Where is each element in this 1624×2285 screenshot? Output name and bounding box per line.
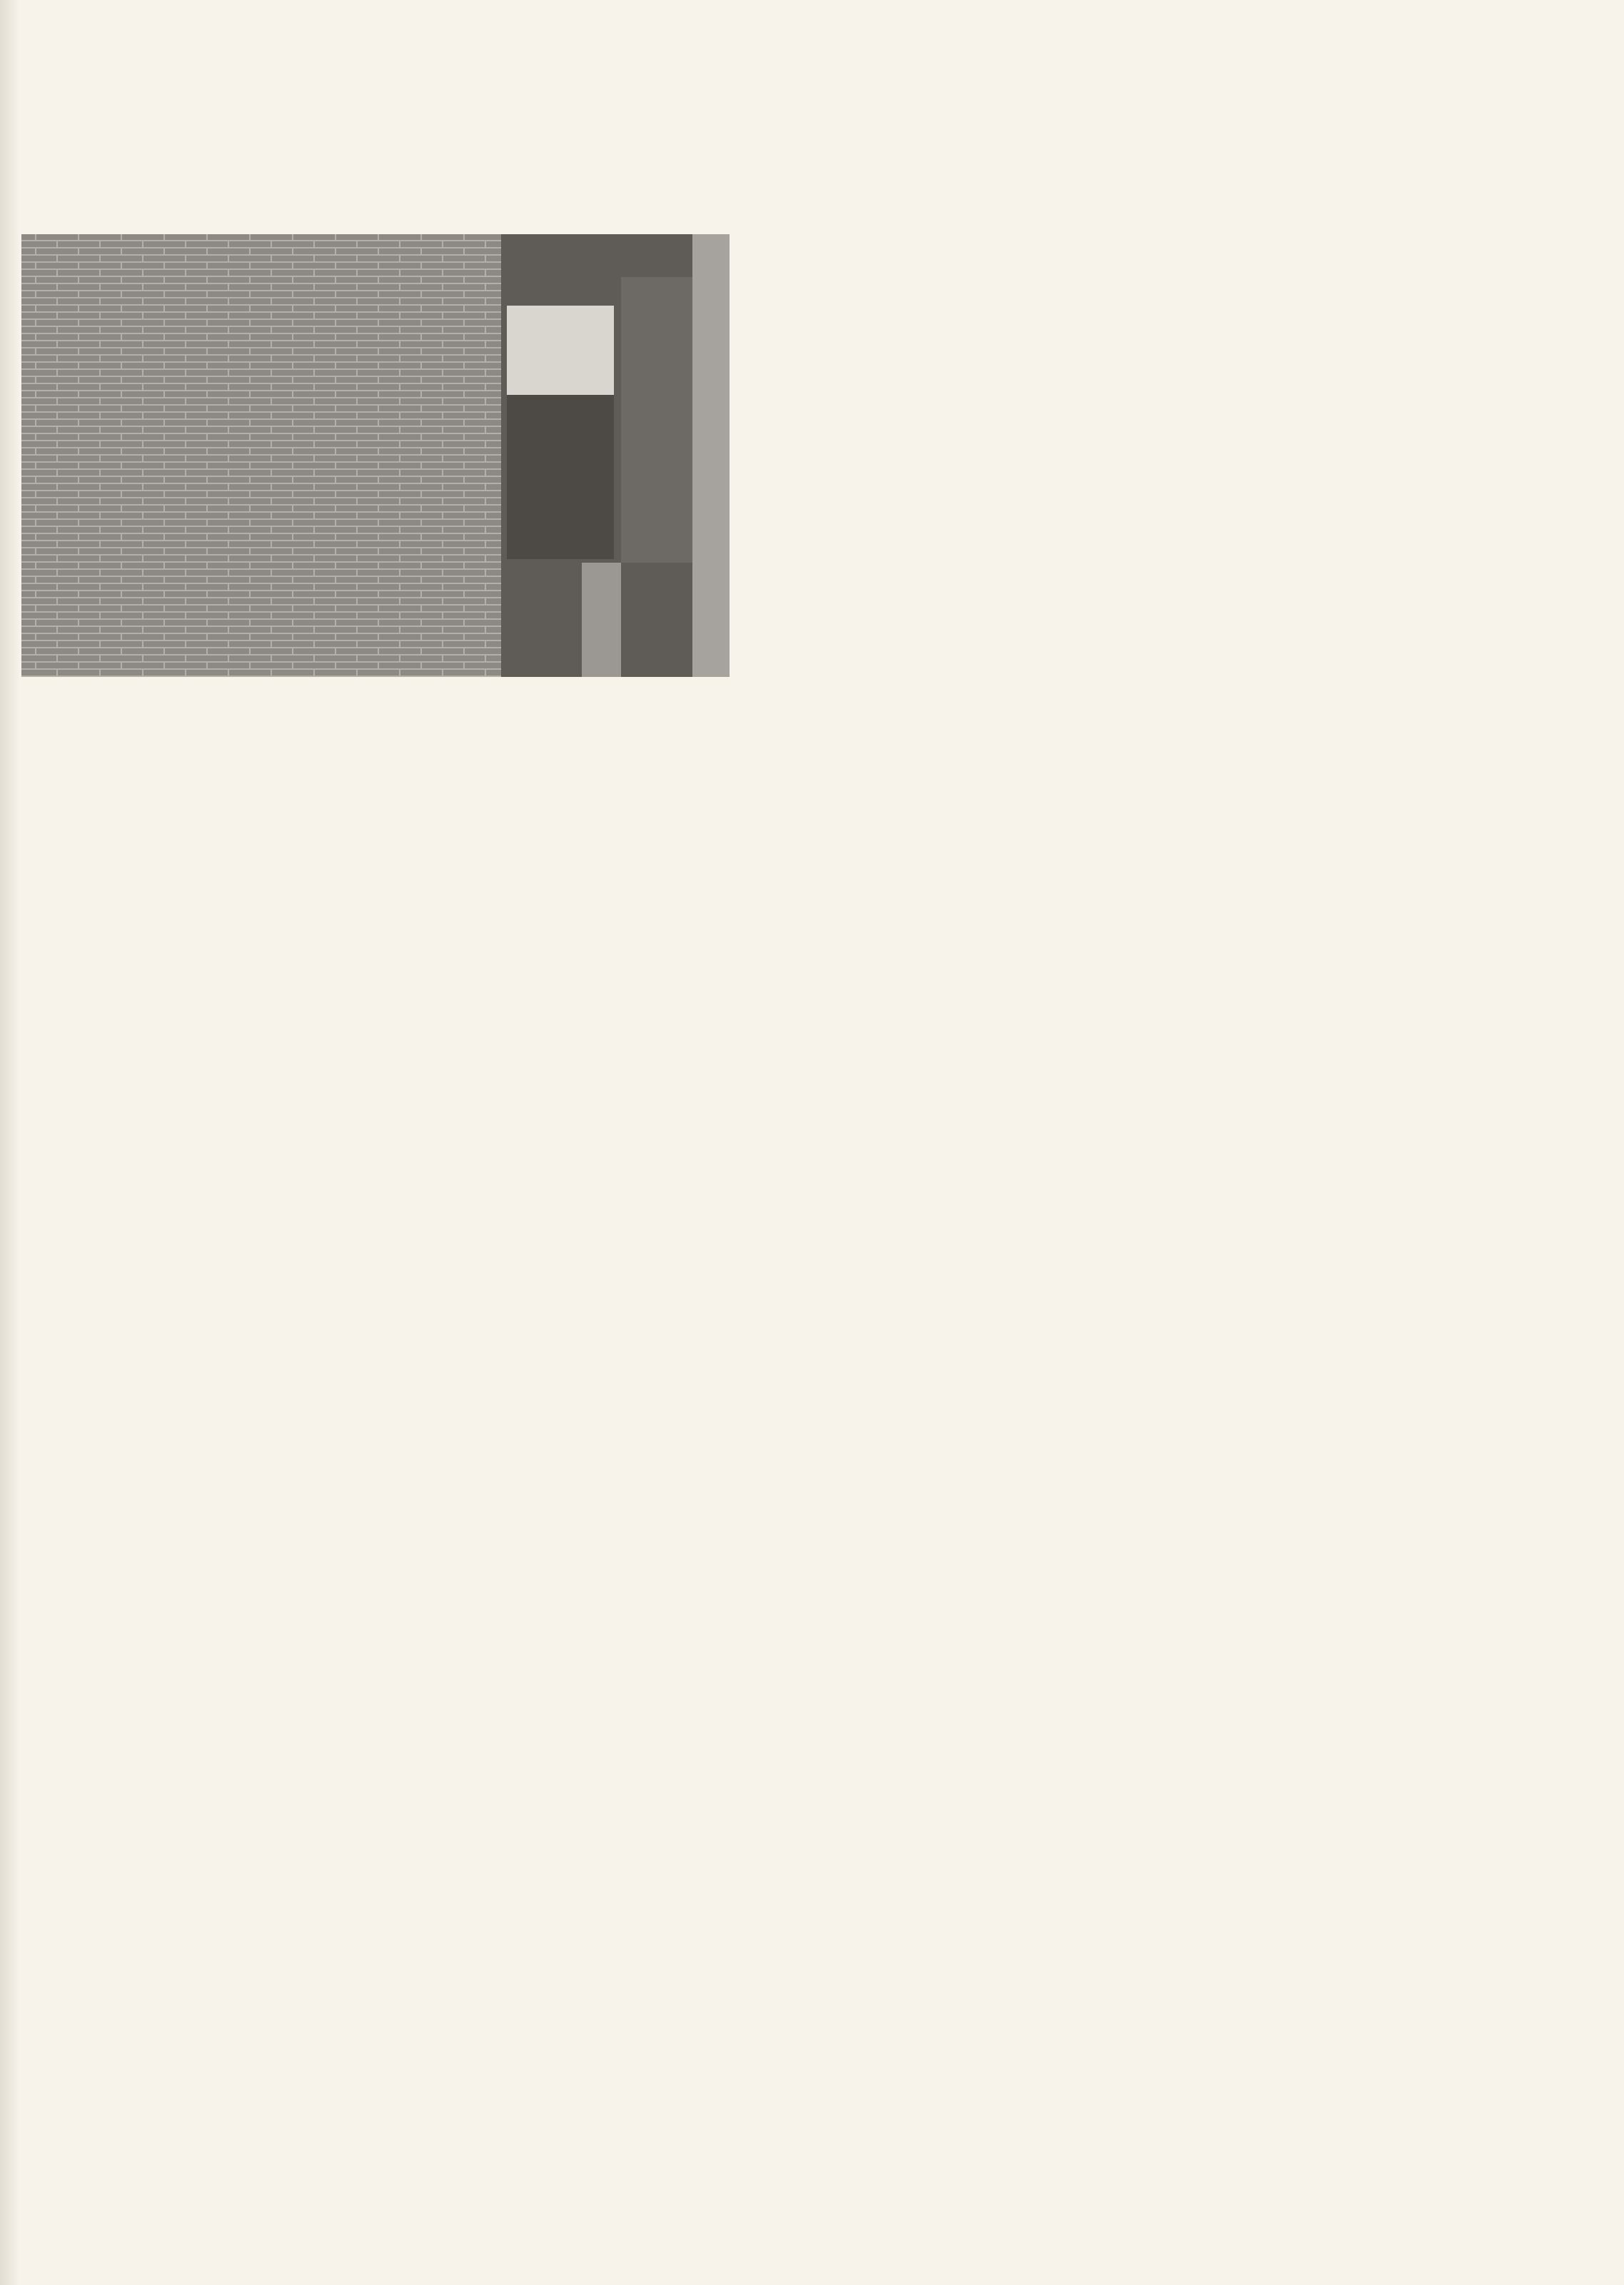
building-photo-image — [21, 234, 730, 677]
page-gutter-shadow — [0, 0, 20, 2285]
building-photo — [21, 234, 730, 677]
